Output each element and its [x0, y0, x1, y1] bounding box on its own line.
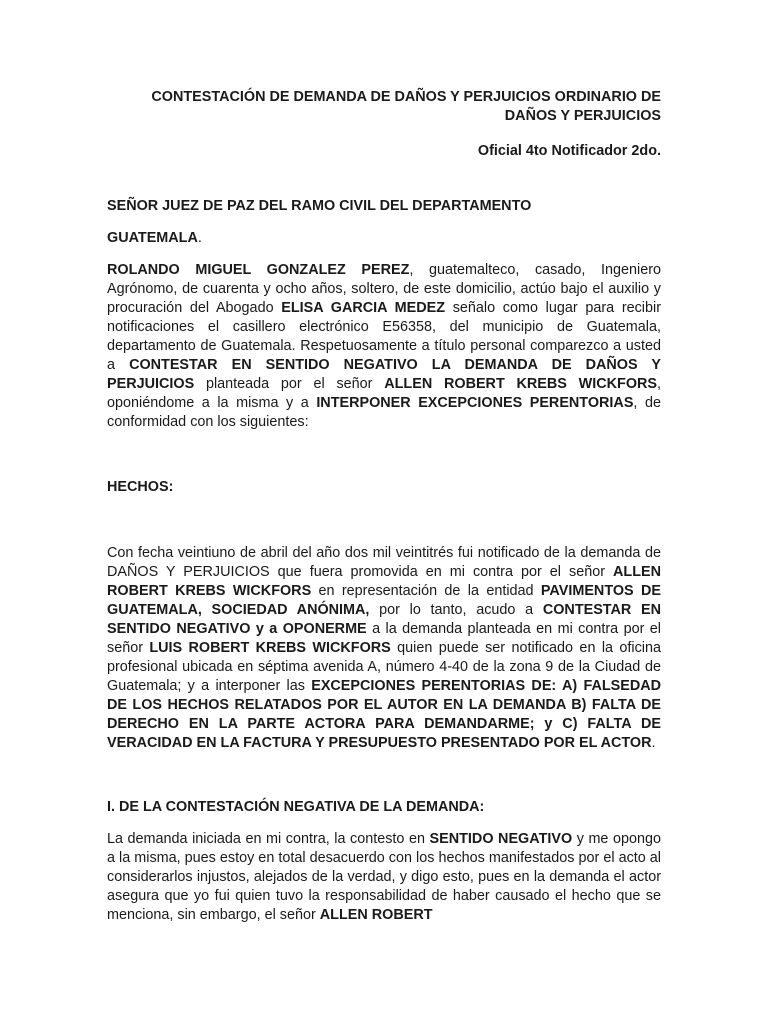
- bold-text-run: ROLANDO MIGUEL GONZALEZ PEREZ: [107, 262, 410, 278]
- bold-text-run: EXCEPCIONES PERENTORIAS DE: A) FALSEDAD DE LOS HECHOS RELATADOS POR EL AUTOR EN LA DEMANDA B) FALTA DE DERECHO EN LA PARTE ACTORA PARA DEMANDARME; y C) FALTA DE VERACIDAD EN LA FACTURA Y PRESUPUESTO PRESENTADO POR EL ACTOR: [107, 678, 661, 751]
- text-run: por lo tanto, acudo a: [369, 602, 543, 618]
- text-run: Con fecha veintiuno de abril del año dos mil veintitrés fui notificado de la demanda de DAÑOS Y PERJUICIOS que fuera promovida en mi contra por el señor: [107, 545, 661, 580]
- document-subtitle: Oficial 4to Notificador 2do.: [477, 143, 661, 159]
- text-run: planteada por el señor: [194, 376, 385, 392]
- bold-text-run: ALLEN ROBERT KREBS WICKFORS: [107, 564, 661, 599]
- bold-text-run: LUIS ROBERT KREBS WICKFORS: [149, 640, 391, 656]
- text-run: , oponiéndome a la misma y a: [107, 376, 661, 411]
- bold-text-run: ALLEN ROBERT KREBS WICKFORS: [384, 376, 657, 392]
- text-run: , de conformidad con los siguientes:: [107, 395, 661, 430]
- text-run: señalo como lugar para recibir notificaciones el casillero electrónico E56358, del municipio de Guatemala, departamento de Guatemala. Respetuosamente a título personal comparezco a usted a: [107, 300, 661, 373]
- text-run: en representación de la entidad: [311, 583, 541, 599]
- addressee-line-1: SEÑOR JUEZ DE PAZ DEL RAMO CIVIL DEL DEPARTAMENTO: [107, 198, 532, 214]
- bold-text-run: ELISA GARCIA MEDEZ: [281, 300, 446, 316]
- bold-text-run: CONTESTAR EN SENTIDO NEGATIVO LA DEMANDA DE DAÑOS Y PERJUICIOS: [107, 357, 661, 392]
- hechos-paragraph: [107, 544, 661, 753]
- bold-text-run: INTERPONER EXCEPCIONES PERENTORIAS: [316, 395, 634, 411]
- text-run: quien puede ser notificado en la oficina profesional ubicada en séptima avenida A, número 4-40 de la zona 9 de la Ciudad de Guatemala; y a interponer las: [107, 640, 661, 694]
- document-page: [107, 88, 661, 925]
- intro-paragraph: [107, 261, 661, 432]
- text-run: .: [651, 735, 656, 751]
- addressee-period: .: [197, 230, 202, 246]
- addressee-line-2: [107, 229, 661, 248]
- text-run: , guatemalteco, casado, Ingeniero Agrónomo, de cuarenta y ocho años, soltero, de este domicilio, actúo bajo el auxilio y procuración del Abogado: [107, 262, 661, 316]
- text-run: La demanda iniciada en mi contra, la contesto en: [107, 831, 430, 847]
- bold-text-run: PAVIMENTOS DE GUATEMALA, SOCIEDAD ANÓNIMA,: [107, 583, 661, 618]
- document-title: CONTESTACIÓN DE DEMANDA DE DAÑOS Y PERJUICIOS ORDINARIO DE DAÑOS Y PERJUICIOS: [151, 89, 661, 124]
- bold-text-run: CONTESTAR EN SENTIDO NEGATIVO y a OPONERME: [107, 602, 662, 637]
- text-run: y me opongo a la misma, pues estoy en total desacuerdo con los hechos manifestados por el acto al considerarlos injustos, alejados de la verdad, y digo esto, pues en la demanda el actor asegura que yo fui quien tuvo la responsabilidad de haber causado el hecho que se menciona, sin embargo, el señor: [107, 831, 662, 923]
- text-run: a la demanda planteada en mi contra por el señor: [107, 621, 661, 656]
- contestacion-paragraph: [107, 830, 661, 925]
- bold-text-run: ALLEN ROBERT: [319, 907, 433, 923]
- hechos-heading: HECHOS:: [107, 479, 174, 495]
- addressee-department: GUATEMALA: [107, 230, 198, 246]
- contestacion-heading: I. DE LA CONTESTACIÓN NEGATIVA DE LA DEMANDA:: [107, 799, 485, 815]
- bold-text-run: SENTIDO NEGATIVO: [429, 831, 573, 847]
